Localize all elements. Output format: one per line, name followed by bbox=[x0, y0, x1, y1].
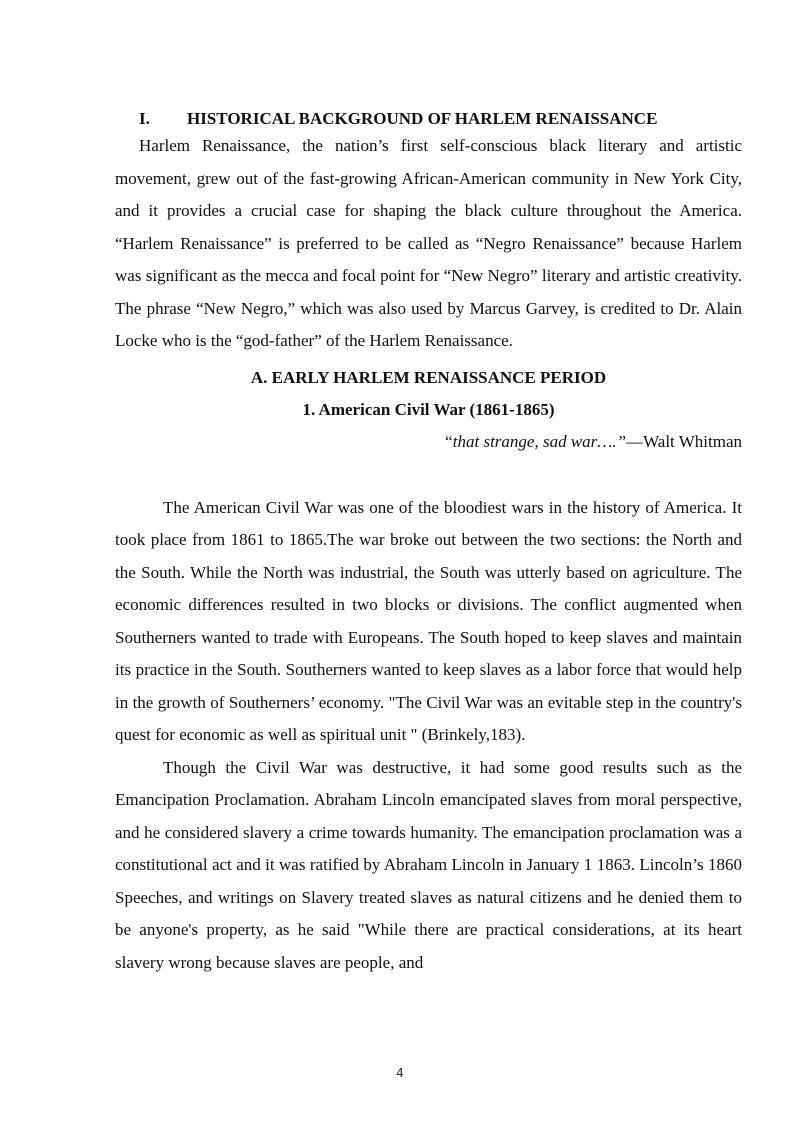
section-title: HISTORICAL BACKGROUND OF HARLEM RENAISSANCE bbox=[187, 109, 658, 128]
body-paragraph: The American Civil War was one of the bloodiest wars in the history of America. It took place from 1861 to 1865.The war broke out between the two sections: the North and the South. While the North was industrial, the South was utterly based on agriculture. The economic differences resulted in two blocks or divisions. The conflict augmented when Southerners wanted to trade with Europeans. The South hoped to keep slaves and maintain its practice in the South. Southerners wanted to keep slaves as a labor force that would help in the growth of Southerners’ economy. "The Civil War was an evitable step in the country's quest for economic as well as spiritual unit " (Brinkely,183). bbox=[115, 497, 742, 744]
spacer bbox=[115, 458, 742, 492]
epigraph bbox=[115, 426, 742, 458]
document-page bbox=[115, 108, 742, 979]
page-number: 4 bbox=[396, 1066, 404, 1080]
subsection-heading-1: 1. American Civil War (1861-1865) bbox=[302, 399, 555, 419]
section-number: I. bbox=[139, 109, 150, 128]
epigraph-quote: “that strange, sad war….” bbox=[443, 431, 627, 451]
epigraph-attribution: —Walt Whitman bbox=[626, 431, 742, 451]
intro-paragraph: Harlem Renaissance, the nation’s first self-conscious black literary and artistic movement, grew out of the fast-growing African-American community in New York City, and it provides a crucial case for shaping the black culture throughout the America. “Harlem Renaissance” is preferred to be called as “Negro Renaissance” because Harlem was significant as the mecca and focal point for “New Negro” literary and artistic creativity. The phrase “New Negro,” which was also used by Marcus Garvey, is credited to Dr. Alain Locke who is the “god-father” of the Harlem Renaissance. bbox=[115, 136, 742, 350]
body-paragraph: Though the Civil War was destructive, it had some good results such as the Emancipation Proclamation. Abraham Lincoln emancipated slaves from moral perspective, and he considered slavery a crime towards humanity. The emancipation proclamation was a constitutional act and it was ratified by Abraham Lincoln in January 1 1863. Lincoln’s 1860 Speeches, and writings on Slavery treated slaves as natural citizens and he denied them to be anyone's property, as he said "While there are practical considerations, at its heart slavery wrong because slaves are people, and bbox=[115, 757, 742, 972]
section-heading bbox=[139, 108, 742, 130]
subsection-heading-a: A. EARLY HARLEM RENAISSANCE PERIOD bbox=[250, 367, 607, 387]
